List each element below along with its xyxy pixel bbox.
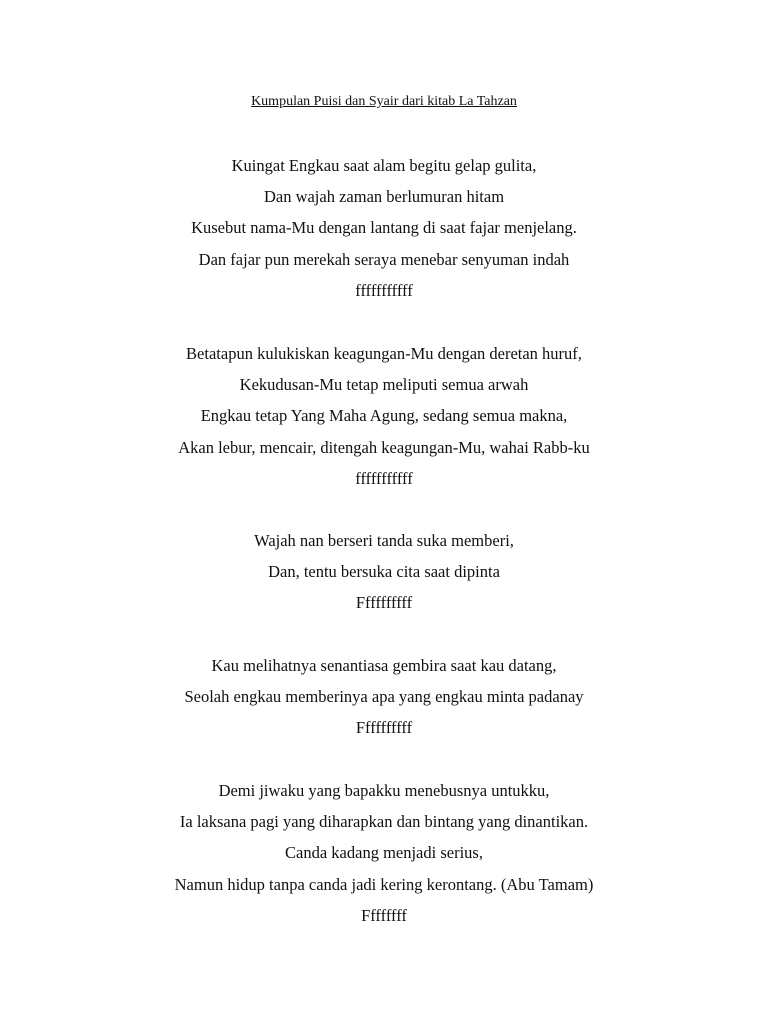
stanza-1	[0, 150, 768, 306]
poem-line: Akan lebur, mencair, ditengah keagungan-Mu, wahai Rabb-ku	[178, 437, 590, 457]
stanza-5	[0, 775, 768, 931]
poem-line: Dan fajar pun merekah seraya menebar senyuman indah	[198, 249, 570, 269]
poem-line: Dan wajah zaman berlumuran hitam	[263, 187, 505, 207]
stanza-separator: Ffffffffff	[355, 718, 413, 738]
poem-line: Seolah engkau memberinya apa yang engkau minta padanay	[184, 687, 584, 707]
poem-line: Kau melihatnya senantiasa gembira saat kau datang,	[211, 656, 557, 675]
stanza-separator: Ffffffff	[361, 905, 407, 925]
stanza-2	[0, 338, 768, 494]
poem-line: Betatapun kulukiskan keagungan-Mu dengan deretan huruf,	[186, 344, 582, 363]
poem-line: Ia laksana pagi yang diharapkan dan bintang yang dinantikan.	[179, 812, 589, 832]
poem-line: Kusebut nama-Mu dengan lantang di saat fajar menjelang.	[191, 218, 577, 238]
poem-line: Canda kadang menjadi serius,	[285, 843, 483, 863]
poem-line: Dan, tentu bersuka cita saat dipinta	[268, 562, 500, 582]
poem-line: Namun hidup tanpa canda jadi kering kerontang. (Abu Tamam)	[174, 874, 594, 894]
poem-line: Engkau tetap Yang Maha Agung, sedang semua makna,	[200, 406, 568, 426]
stanza-separator: fffffffffff	[355, 280, 413, 300]
poem-line: Demi jiwaku yang bapakku menebusnya untukku,	[218, 781, 550, 800]
document-title: Kumpulan Puisi dan Syair dari kitab La Tahzan	[251, 94, 517, 109]
poem-line: Wajah nan berseri tanda suka memberi,	[254, 531, 514, 550]
poem-line: Kekudusan-Mu tetap meliputi semua arwah	[239, 375, 529, 395]
stanza-separator: fffffffffff	[355, 468, 413, 488]
stanza-4	[0, 650, 768, 744]
stanza-separator: Ffffffffff	[355, 593, 413, 613]
stanza-3	[0, 525, 768, 619]
poem-line: Kuingat Engkau saat alam begitu gelap gulita,	[231, 156, 537, 175]
